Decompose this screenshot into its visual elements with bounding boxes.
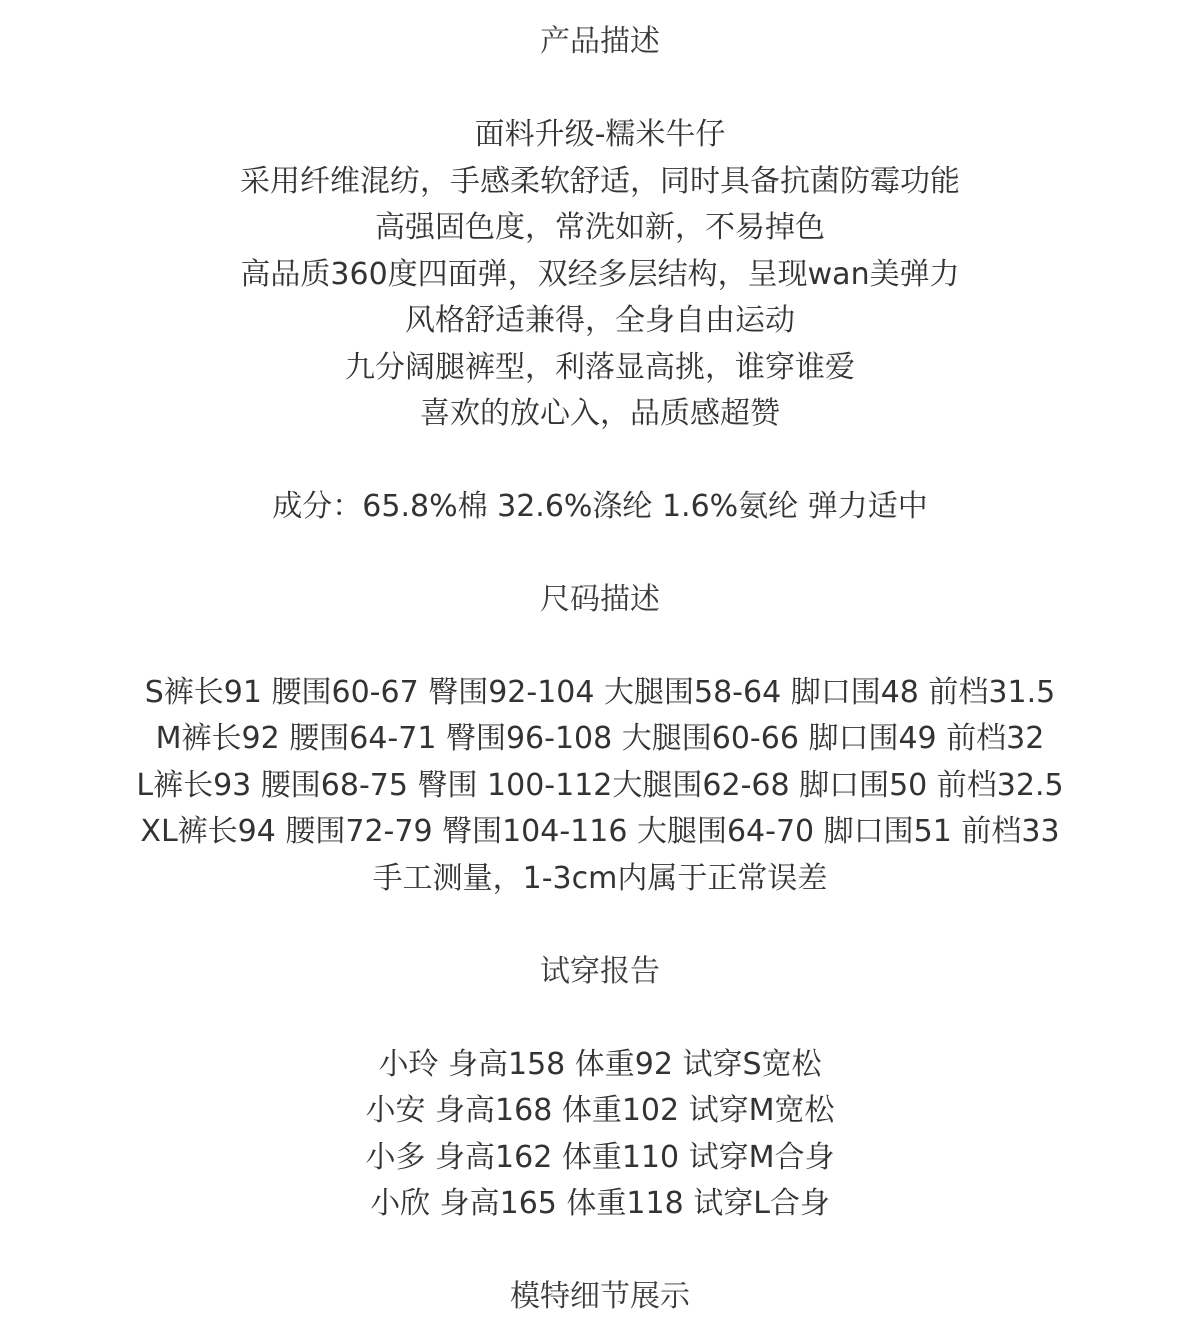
product-description-heading: 产品描述 [540, 24, 660, 59]
fitting-report-heading: 试穿报告 [540, 954, 660, 989]
description-line: 高品质360度四面弹，双经多层结构，呈现wan美弹力 [240, 257, 960, 292]
composition-line: 成分：65.8%棉 32.6%涤纶 1.6%氨纶 弹力适中 [272, 489, 928, 524]
fitting-row: 小欣 身高165 体重118 试穿L合身 [370, 1186, 830, 1221]
description-line: 风格舒适兼得，全身自由运动 [405, 303, 795, 338]
model-details-heading: 模特细节展示 [510, 1279, 690, 1314]
size-row: M裤长92 腰围64-71 臀围96-108 大腿围60-66 脚口围49 前档32 [155, 721, 1045, 756]
size-note: 手工测量，1-3cm内属于正常误差 [372, 861, 828, 896]
size-description-heading: 尺码描述 [540, 582, 660, 617]
size-row: XL裤长94 腰围72-79 臀围104-116 大腿围64-70 脚口围51 前档33 [140, 814, 1060, 849]
fitting-row: 小安 身高168 体重102 试穿M宽松 [365, 1093, 835, 1128]
description-line: 高强固色度，常洗如新，不易掉色 [375, 210, 825, 245]
size-row: S裤长91 腰围60-67 臀围92-104 大腿围58-64 脚口围48 前档31.5 [144, 675, 1056, 710]
fitting-row: 小玲 身高158 体重92 试穿S宽松 [378, 1047, 822, 1082]
description-line: 采用纤维混纺，手感柔软舒适，同时具备抗菌防霉功能 [240, 164, 960, 199]
size-row: L裤长93 腰围68-75 臀围 100-112大腿围62-68 脚口围50 前档32.5 [136, 768, 1064, 803]
fitting-row: 小多 身高162 体重110 试穿M合身 [365, 1140, 835, 1175]
description-line: 面料升级-糯米牛仔 [474, 117, 726, 152]
description-line: 九分阔腿裤型，利落显高挑，谁穿谁爱 [345, 350, 855, 385]
description-line: 喜欢的放心入，品质感超赞 [420, 396, 780, 431]
